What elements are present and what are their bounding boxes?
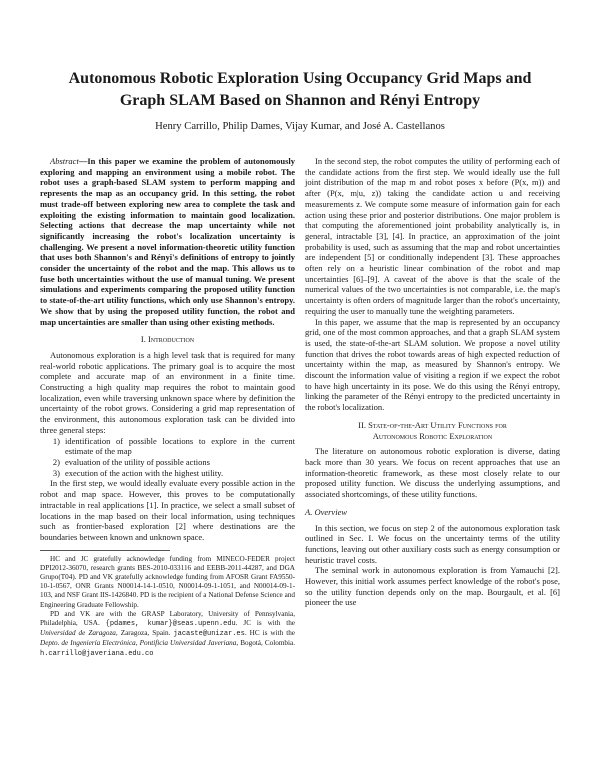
institution-zaragoza: Universidad de Zaragoza [40,629,116,638]
affil-text-5: , Bogotá, Colombia. [236,639,295,648]
body-paragraph-overview: In this section, we focus on step 2 of the autonomous exploration task outlined in Sec. I. We focus on the uncertainty terms of the utility functions, leaving out other auxiliary costs such as energy consumption or heuristic travel costs. [305,522,560,565]
body-paragraph-literature: The literature on autonomous robotic exploration is diverse, dating back more than 30 years. We focus on recent approaches that use an information-theoretic framework, as these most closely relate to our proposed utility function. We discuss the underlying assumptions, and associated shortcomings, of these utility functions. [305,446,560,500]
abstract-dash: — [78,156,88,166]
title-line-2: Graph SLAM Based on Shannon and Rényi Entropy [119,92,481,109]
footnote-rule [40,550,170,551]
list-item-number: 3) [52,467,60,478]
section-heading-line-1: II. State-of-the-Art Utility Functions for [358,419,507,430]
section-heading-line-2: Autonomous Robotic Exploration [372,430,493,441]
right-column [305,156,560,608]
left-column [40,156,295,659]
body-paragraph-contribution: In this paper, we assume that the map is represented by an occupancy grid, one of the most common approaches, and that a graph SLAM system is used, the state-of-the-art SLAM solution. We propose a novel utility function that drives the robot towards areas of high expected reduction of uncertainty within the map, as measured by Shannon's entropy. We discount the information value of visiting a region if we expect the robot to have high uncertainty in its pose. We do this using the Rényi entropy, linking the parameter of the Rényi entropy to the predicted uncertainty in the robot's localization. [305,316,560,413]
section-heading-introduction: I. Introduction [140,334,195,345]
subsection-heading-overview: A. Overview [305,506,348,517]
body-paragraph-utility: In the second step, the robot computes the utility of performing each of the candidate actions from the first step. We would ideally use the full joint distribution of the map m and robot poses x before (P(x, m)) and after (P(x, m|u, z)) taking the candidate action u and receiving measurements z. We compute some measure of information gain for each action using these prior and posterior distributions. One major problem is that computing the aforementioned joint probability analytically is, in general, intractable [3], [4]. In practice, an approximation of the joint probability is used, such as assuming that the map and robot uncertainties are independent [5] or conditionally independent [3]. These approaches often rely on a heuristic linear combination of the robot and map uncertainties [6]–[9]. A caveat of the above is that the scale of the numerical values of the two uncertainties is not comparable, i.e. the map's uncertainty is often orders of magnitude larger than the robot's uncertainty, requiring the user to manually tune the weighting parameters. [305,156,560,316]
exploration-steps-list [40,436,295,479]
abstract-label: Abstract [50,156,79,166]
author-list: Henry Carrillo, Philip Dames, Vijay Kumar, and José A. Castellanos [155,121,445,132]
institution-javeriana: Depto. de Ingeniería Electrónica, Pontificia Universidad Javeriana [40,639,237,648]
list-item-text: evaluation of the utility of possible actions [65,456,210,467]
paper-title [40,68,560,112]
email-unizar: jacaste@unizar.es [173,630,245,639]
abstract [40,156,295,327]
intro-paragraph-1: Autonomous exploration is a high level task that is required for many real-world robotic applications. The primary goal is to acquire the most complete and accurate map of an environment in a finite time. Constructing a high quality map requires the robot to maintain good localization, even while traversing unknown space where by definition the uncertainty of the robot grows. Considering a grid map representation of the environment, this autonomous exploration task can be divided into three general steps: [40,349,295,435]
list-item-number: 1) [52,435,60,446]
affil-text-4: . HC is with the [244,629,295,638]
footnote-funding: HC and JC gratefully acknowledge funding from MINECO-FEDER project DPI2012-36070, research grants BES-2010-033116 and EEBB-2011-44287, and DGA Grupo(T04). PD and VK gratefully acknowledge funding from AFOSR Grant FA9550-10-1-0567, ONR Grants N00014-14-1-0510, N00014-09-1-1051, and N00014-09-1-103, and NSF Grant IIS-1426840. PD is the recipient of a National Defense Science and Engineering Graduate Fellowship. [40,554,295,609]
list-item [40,436,295,457]
list-item-text: identification of possible locations to explore in the current estimate of the map [65,435,295,457]
affil-text-1: PD and VK are with the GRASP Laboratory, University of Pennsylvania, Philadelphia, USA. [40,609,295,628]
email-upenn: {pdames, kumar}@seas.upenn.edu [105,620,236,629]
intro-paragraph-2: In the first step, we would ideally evaluate every possible action in the robot and map space. However, this proves to be computationally intractable in real applications [1]. In practice, we select a small subset of locations in the map based on their local information, using techniques such as frontier-based exploration [2] where destinations are the boundaries between known and unknown space. [40,478,295,542]
section-heading-state-of-the-art [305,420,560,441]
list-item-number: 2) [52,456,60,467]
footnote-affiliations [40,610,295,659]
body-paragraph-seminal-work: The seminal work in autonomous exploration is from Yamauchi [2]. However, this initial work assumes perfect knowledge of the robot's pose, so the utility function depends only on the map. Bourgault, et al. [6] pioneer the use [305,565,560,608]
abstract-text: In this paper we examine the problem of autonomously exploring and mapping an environment using a mobile robot. The robot uses a graph-based SLAM system to perform mapping and represents the map as an occupancy grid. In this setting, the robot must trade-off between exploring new area to complete the task and exploiting the existing information to maintain good localization. Selecting actions that decrease the map uncertainty while not significantly increasing the robot's localization uncertainty is challenging. We present a novel information-theoretic utility function that uses both Shannon's and Rényi's definitions of entropy to jointly consider the uncertainty of the robot and the map. This allows us to fuse both uncertainties without the use of manual tuning. We present simulations and experiments comparing the proposed utility function to state-of-the-art utility functions, which only use Shannon's entropy. We show that by using the proposed utility function, the robot and map uncertainties are smaller than using other existing methods. [40,156,295,327]
list-item [40,468,295,479]
email-javeriana: h.carrillo@javeriana.edu.co [40,649,154,658]
title-line-1: Autonomous Robotic Exploration Using Occupancy Grid Maps and [68,70,532,87]
affil-text-3: , Zaragoza, Spain. [115,629,171,638]
list-item [40,457,295,468]
list-item-text: execution of the action with the highest utility. [65,467,224,478]
affil-text-2: . JC is with the [235,619,295,628]
